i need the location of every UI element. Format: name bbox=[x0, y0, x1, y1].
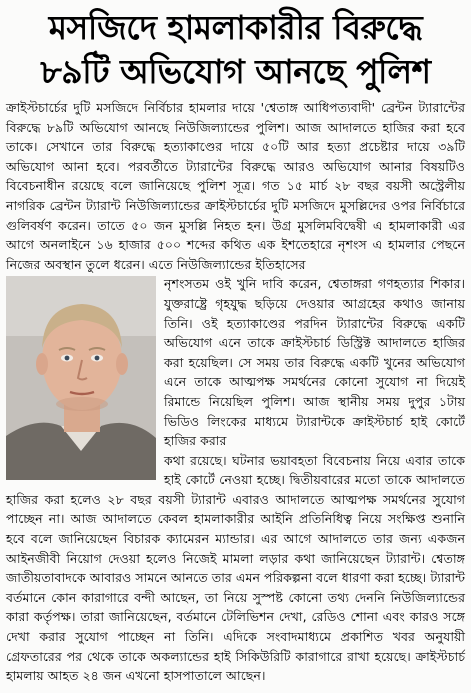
article-paragraph-top: ক্রাইস্টচার্চের দুটি মসজিদে নির্বিচার হামলার দায়ে 'শ্বেতাঙ্গ আধিপত্যবাদী' ব্রেন্টন ট্যারান্টের বিরুদ্ধে ৮৯টি অভিযোগ আনছে নিউজিল্যান্ডের পুলিশ। আজ আদালতে হাজির করা হবে তাকে। সেখানে তার বিরুদ্ধে হত্যাকাণ্ডের দায়ে ৫০টি আর হত্যা প্রচেষ্টার দায়ে ৩৯টি অভিযোগ আনা হবে। পরবর্তীতে ট্যারান্টের বিরুদ্ধে আরও অভিযোগ আনার বিষয়টিও বিবেচনাধীন রয়েছে বলে জানিয়েছে পুলিশ সূত্র। গত ১৫ মার্চ ২৮ বছর বয়সী অস্ট্রেলীয় নাগরিক ব্রেন্টন ট্যারান্ট নিউজিল্যান্ডের ক্রাইস্টচার্চের দুটি মসজিদে মুসল্লিদের ওপর নির্বিচারে গুলিবর্ষণ করেন। তাতে ৫০ জন মুসল্লি নিহত হন। উগ্র মুসলিমবিদ্বেষী এ হামলাকারী এর আগে অনলাইনে ১৬ হাজার ৫০০ শব্দের কথিত এক ইশতেহারে নৃশংস এ হামলার পেছনে নিজের অবস্থান তুলে ধরেন। এতে নিউজিল্যান্ডের ইতিহাসের bbox=[6, 100, 465, 272]
article-body bbox=[6, 98, 465, 686]
article-paragraph-side: নৃশংসতম ওই খুনি দাবি করেন, শ্বেতাঙ্গরা গণহত্যার শিকার। যুক্তরাষ্ট্রে গৃহযুদ্ধ ছড়িয়ে দেওয়ার আগ্রহের কথাও জানায় তিনি। ওই হত্যাকাণ্ডের পরদিন ট্যারান্টের বিরুদ্ধে একটি অভিযোগ এনে তাকে ক্রাইস্টচার্চ ডিস্ট্রিক্ট আদালতে হাজির করা হয়েছিল। সে সময় তার বিরুদ্ধে একটি খুনের অভিযোগ এনে তাকে আত্মপক্ষ সমর্থনের কোনো সুযোগ না দিয়েই রিমান্ডে নিয়েছিল পুলিশ। আজ স্থানীয় সময় দুপুর ১টায় ভিডিও লিংকের মাধ্যমে ট্যারান্টকে ক্রাইস্টচার্চ হাই কোর্টে হাজির করার bbox=[164, 276, 465, 449]
headline bbox=[8, 6, 463, 94]
suspect-photo bbox=[6, 276, 156, 480]
headline-line-1: মসজিদে হামলাকারীর বিরুদ্ধে bbox=[48, 8, 423, 47]
headline-line-2: ৮৯টি অভিযোগ আনছে পুলিশ bbox=[40, 52, 431, 91]
article-paragraph-bottom: কথা রয়েছে। ঘটনার ভয়াবহতা বিবেচনায় নিয়ে এবার তাকে হাই কোর্টে নেওয়া হচ্ছে। দ্বিতীয়বারের মতো তাকে আদালতে হাজির করা হলেও ২৮ বছর বয়সী ট্যারান্ট এবারও আদালতে আত্মপক্ষ সমর্থনের সুযোগ পাচ্ছেন না। আজ আদালতে কেবল হামলাকারীর আইনি প্রতিনিধিত্ব নিয়ে সংক্ষিপ্ত শুনানি হবে বলে জানিয়েছেন বিচারক ক্যামেরন ম্যান্ডার। এর আগে আদালতে তার জন্য একজন আইনজীবী নিয়োগ দেওয়া হলেও নিজেই মামলা লড়ার কথা জানিয়েছেন ট্যারান্ট। শ্বেতাঙ্গ জাতীয়তাবাদকে আবারও সামনে আনতে তার এমন পরিকল্পনা বলে ধারণা করা হচ্ছে। ট্যারান্ট বর্তমানে কোন কারাগারে বন্দী আছেন, তা নিয়ে সুস্পষ্ট কোনো তথ্য দেননি নিউজিল্যান্ডের কারা কর্তৃপক্ষ। তারা জানিয়েছেন, বর্তমানে টেলিভিশন দেখা, রেডিও শোনা এবং কারও সঙ্গে দেখা করার সুযোগ পাচ্ছেন না তিনি। এদিকে সংবাদমাধ্যমে প্রকাশিত খবর অনুযায়ী গ্রেফতারের পর থেকে তাকে অকল্যান্ডের হাই সিকিউরিটি কারাগারে রাখা হয়েছে। ক্রাইস্টচার্চ হামলায় আহত ২৪ জন এখনো হাসপাতালে আছেন। bbox=[6, 452, 465, 684]
